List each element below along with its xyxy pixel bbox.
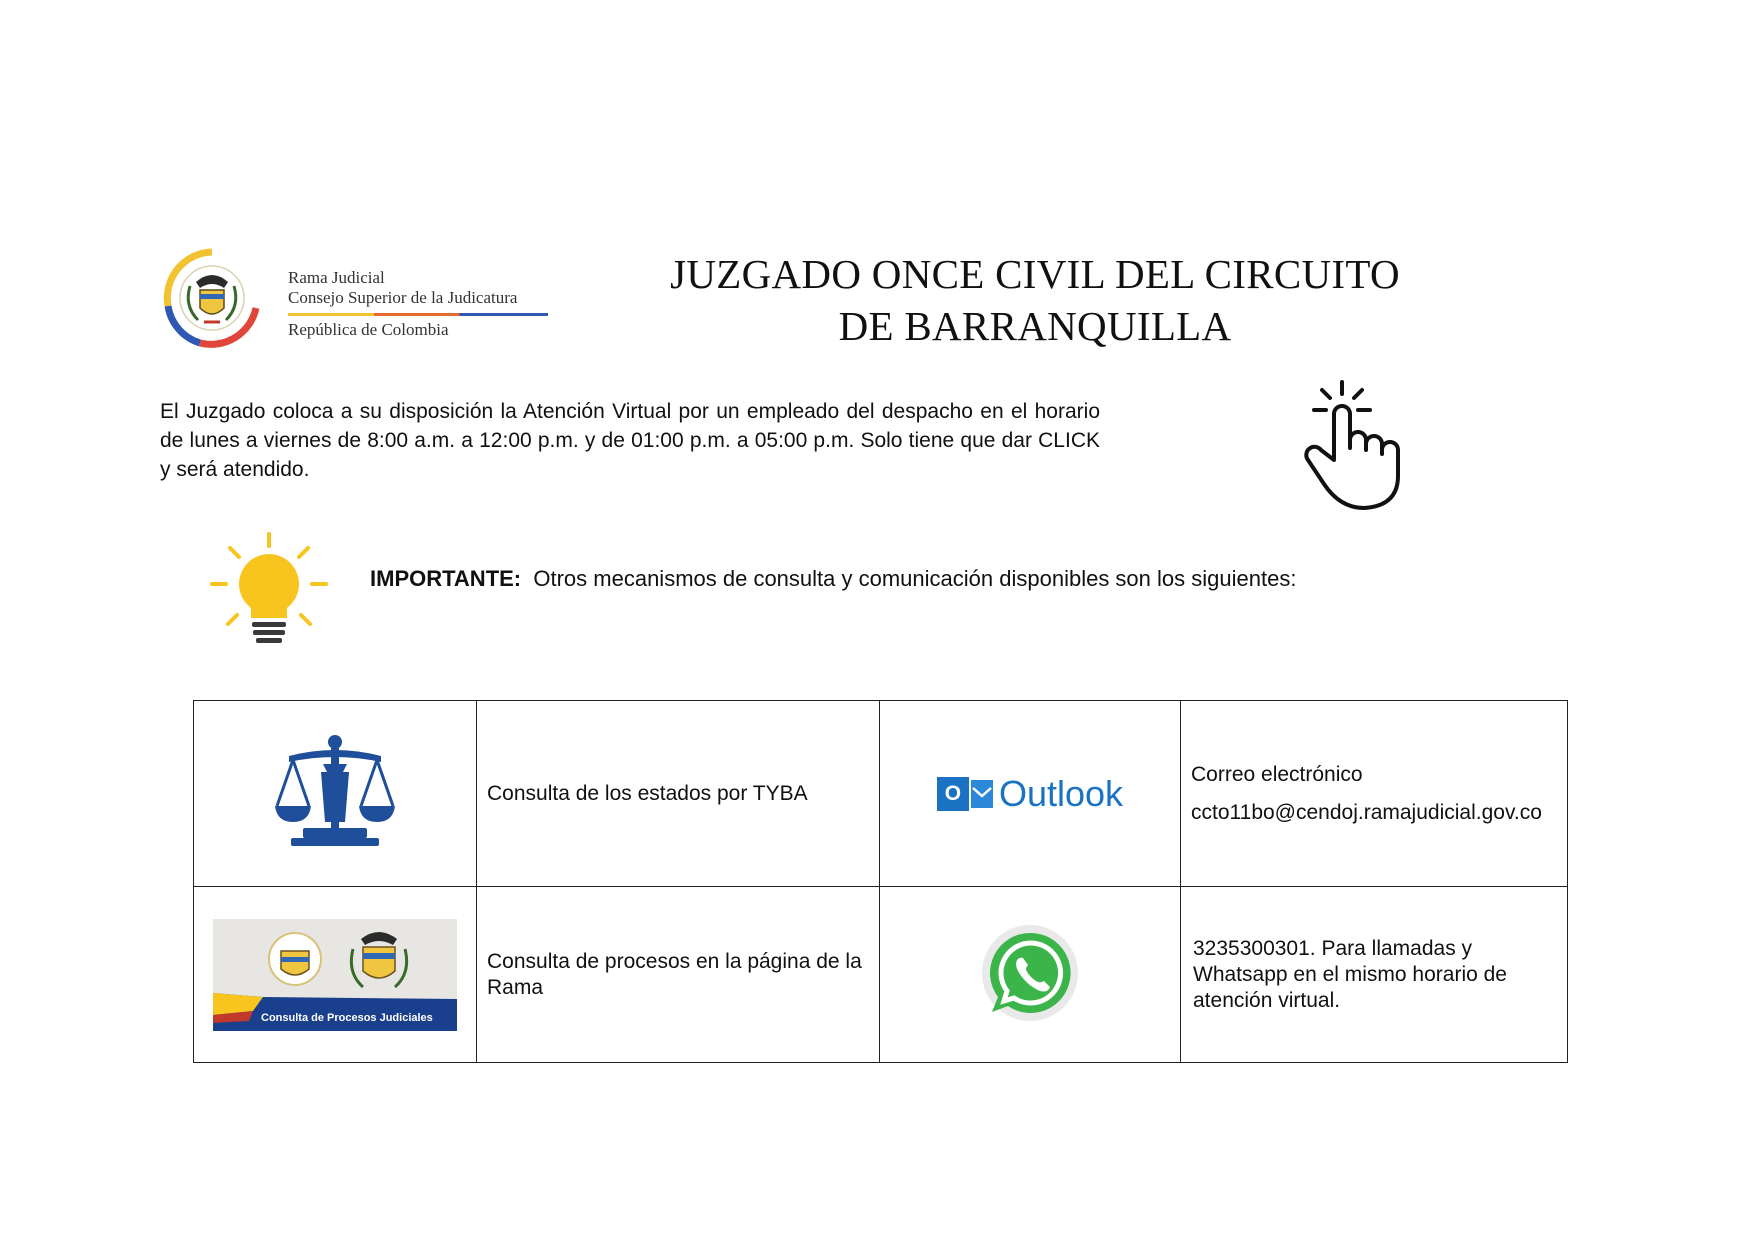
logo-line-republica: República de Colombia — [288, 320, 449, 339]
procesos-text-cell — [477, 887, 880, 1063]
outlook-envelope-icon — [971, 780, 993, 808]
scales-of-justice-icon[interactable] — [273, 732, 397, 856]
title-line-1: JUZGADO ONCE CIVIL DEL CIRCUITO — [670, 251, 1400, 297]
outlook-logo[interactable] — [937, 773, 1123, 815]
tyba-icon-cell[interactable] — [194, 701, 477, 887]
contact-table — [193, 700, 1568, 1063]
table-row — [194, 887, 1568, 1063]
intro-paragraph: El Juzgado coloca a su disposición la Atención Virtual por un empleado del despacho en el horario de lunes a viernes de 8:00 a.m. a 12:00 p.m. y de 01:00 p.m. a 05:00 p.m. Solo tiene que dar CLICK y será atendido. — [160, 400, 1100, 481]
tyba-text: Consulta de los estados por TYBA — [487, 781, 808, 805]
logo-color-rule — [288, 313, 548, 316]
outlook-o-icon: O — [937, 777, 969, 811]
logo-line-rama: Rama Judicial — [288, 268, 385, 287]
click-hand-icon[interactable] — [1300, 378, 1404, 514]
tyba-text-cell — [477, 701, 880, 887]
important-text: Otros mecanismos de consulta y comunicación disponibles son los siguientes: — [533, 566, 1297, 591]
rama-judicial-logo — [160, 246, 550, 350]
page-title — [560, 248, 1510, 352]
phone-cell — [1181, 887, 1568, 1063]
consulta-procesos-banner[interactable] — [213, 919, 457, 1031]
whatsapp-icon[interactable] — [978, 923, 1082, 1027]
colombia-seal-icon — [160, 246, 264, 350]
whatsapp-cell[interactable] — [880, 887, 1181, 1063]
light-bulb-icon — [208, 532, 330, 650]
outlook-cell[interactable] — [880, 701, 1181, 887]
table-row — [194, 701, 1568, 887]
banner-text: Consulta de Procesos Judiciales — [261, 1011, 433, 1024]
logo-line-consejo: Consejo Superior de la Judicatura — [288, 288, 518, 307]
outlook-text: Outlook — [998, 772, 1124, 814]
email-cell — [1181, 701, 1568, 887]
email-address[interactable]: ccto11bo@cendoj.ramajudicial.gov.co — [1191, 800, 1542, 824]
procesos-banner-cell[interactable] — [194, 887, 477, 1063]
procesos-text: Consulta de procesos en la página de la Rama — [487, 949, 862, 999]
phone-text: 3235300301. Para llamadas y Whatsapp en el mismo horario de atención virtual. — [1193, 936, 1507, 1012]
title-line-2: DE BARRANQUILLA — [838, 303, 1232, 349]
email-label: Correo electrónico — [1191, 762, 1363, 786]
important-label: IMPORTANTE: — [370, 566, 522, 591]
important-note — [370, 566, 1296, 592]
